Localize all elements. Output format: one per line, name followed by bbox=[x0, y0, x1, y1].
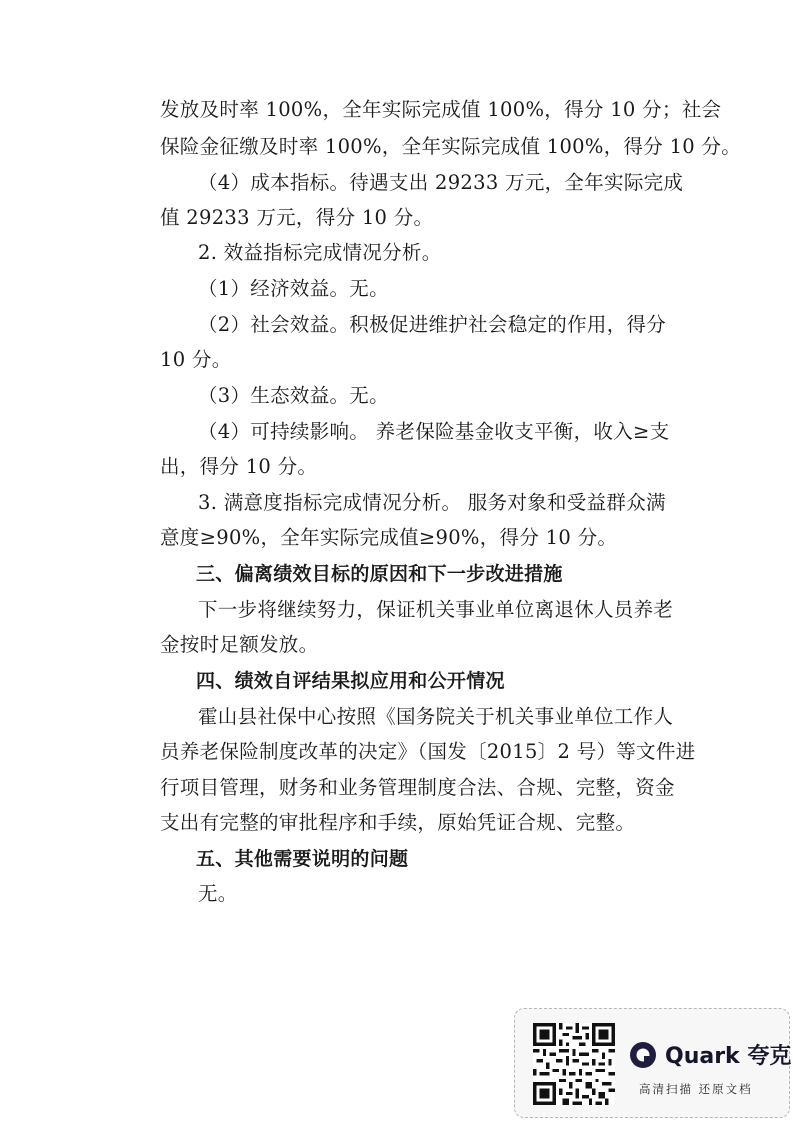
quark-watermark bbox=[514, 1008, 790, 1118]
body-text-line: 值 29233 万元，得分 10 分。 bbox=[160, 206, 434, 229]
body-text-line: 员养老保险制度改革的决定》（国发〔2015〕2 号）等文件进 bbox=[160, 740, 696, 763]
body-text-line: 出，得分 10 分。 bbox=[160, 455, 318, 478]
body-text-line: 霍山县社保中心按照《国务院关于机关事业单位工作人 bbox=[198, 705, 674, 728]
body-text-line: （4）成本指标。待遇支出 29233 万元，全年实际完成 bbox=[198, 171, 684, 194]
body-text-line: 意度≥90%，全年实际完成值≥90%，得分 10 分。 bbox=[160, 526, 618, 549]
body-text-line: （3）生态效益。无。 bbox=[198, 384, 389, 407]
body-text-line: 保险金征缴及时率 100%，全年实际完成值 100%，得分 10 分。 bbox=[160, 135, 742, 158]
qr-code-icon bbox=[533, 1023, 615, 1105]
quark-brand-name: Quark 夸克 bbox=[665, 1044, 792, 1069]
section-heading-5: 五、其他需要说明的问题 bbox=[196, 848, 409, 870]
section-heading-3: 三、偏离绩效目标的原因和下一步改进措施 bbox=[196, 563, 563, 585]
body-text-line: 金按时足额发放。 bbox=[160, 633, 319, 656]
body-text-line: （1）经济效益。无。 bbox=[198, 277, 389, 300]
body-text-line: 无。 bbox=[198, 882, 238, 905]
body-text-line: （2）社会效益。积极促进维护社会稳定的作用，得分 bbox=[198, 313, 667, 336]
body-text-line: 行项目管理，财务和业务管理制度合法、合规、完整，资金 bbox=[160, 776, 675, 799]
body-text-line: 10 分。 bbox=[160, 348, 232, 371]
body-text-line: 下一步将继续努力，保证机关事业单位离退休人员养老 bbox=[198, 598, 674, 621]
section-heading-4: 四、绩效自评结果拟应用和公开情况 bbox=[196, 670, 505, 692]
body-text-line: 2. 效益指标完成情况分析。 bbox=[198, 241, 442, 264]
body-text-line: 发放及时率 100%，全年实际完成值 100%，得分 10 分；社会 bbox=[160, 98, 722, 121]
quark-tagline: 高清扫描 还原文档 bbox=[639, 1082, 753, 1096]
body-text-line: 3. 满意度指标完成情况分析。 服务对象和受益群众满 bbox=[198, 491, 666, 514]
body-text-line: 支出有完整的审批程序和手续，原始凭证合规、完整。 bbox=[160, 811, 636, 834]
body-text-line: （4）可持续影响。 养老保险基金收支平衡，收入≥支 bbox=[198, 420, 670, 443]
